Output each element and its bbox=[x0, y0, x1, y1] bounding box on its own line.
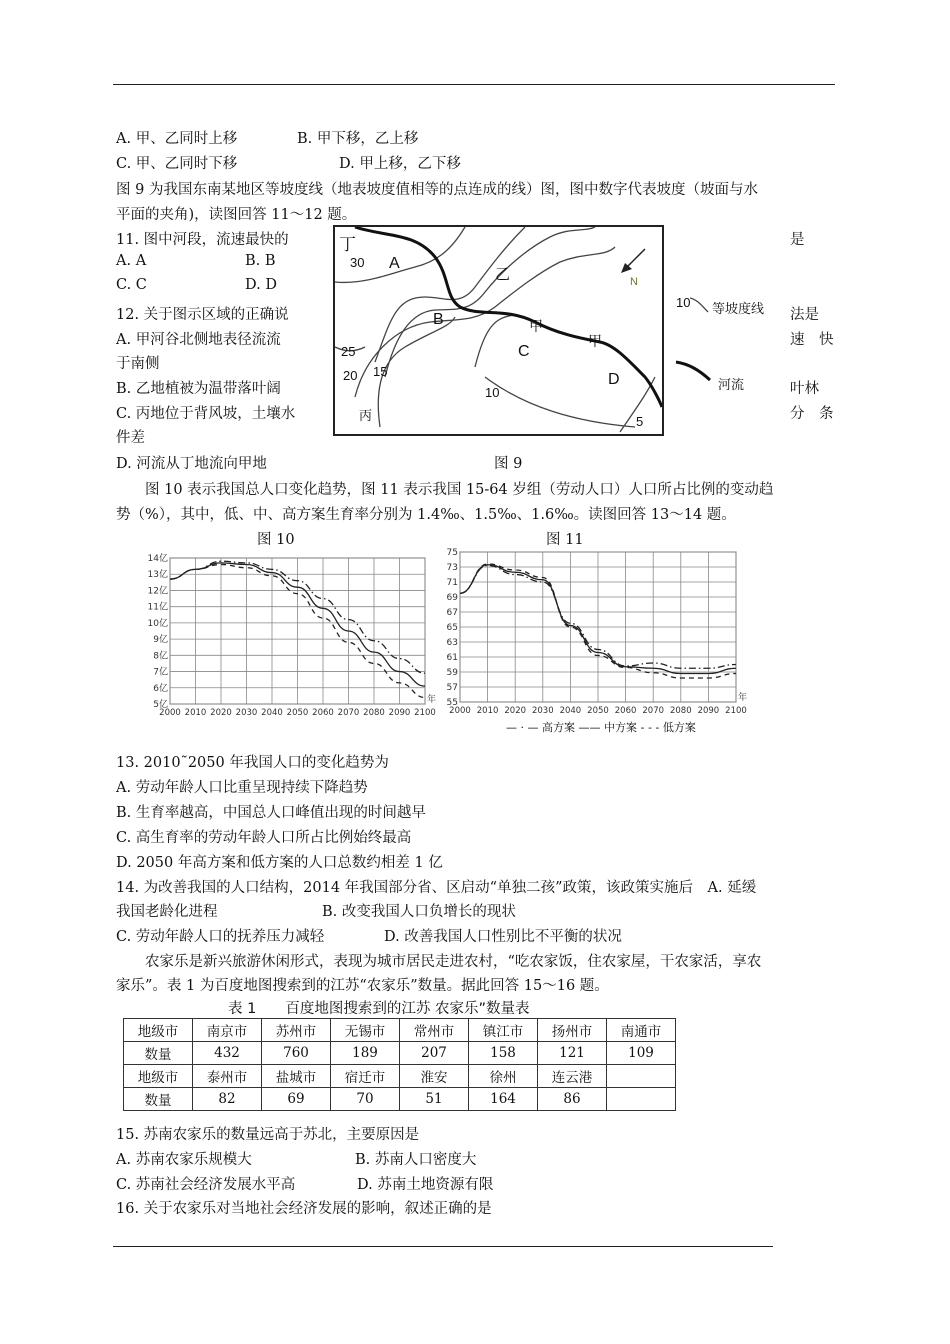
table-cell bbox=[607, 1065, 676, 1088]
q12-stem-end: 法是 bbox=[790, 307, 819, 323]
table-cell: 镇江市 bbox=[469, 1019, 538, 1042]
q15-stem: 15. 苏南农家乐的数量远高于苏北，主要原因是 bbox=[116, 1127, 420, 1143]
legend-contour-line bbox=[690, 296, 710, 314]
table-cell: 189 bbox=[331, 1042, 400, 1065]
y-tick-label: 14亿 bbox=[147, 554, 168, 564]
x-tick-label: 2070 bbox=[642, 706, 665, 716]
nongjiale-intro-line2: 家乐”。表 1 为百度地图搜索到的江苏“农家乐”数量。据此回答 15～16 题。 bbox=[116, 978, 609, 994]
y-tick-label: 59 bbox=[446, 668, 458, 678]
q12-option-a2: 于南侧 bbox=[116, 356, 160, 372]
x-tick-label: 2080 bbox=[669, 706, 692, 716]
table-header-cell: 数量 bbox=[124, 1088, 193, 1111]
x-axis-label: 年 bbox=[427, 695, 437, 705]
map-label-N: N bbox=[630, 276, 638, 288]
q14-option-a-cont: 我国老龄化进程 bbox=[116, 904, 218, 920]
y-tick-label: 13亿 bbox=[147, 570, 168, 581]
map-label-ding: 丁 bbox=[339, 235, 356, 255]
table-cell: 宿迁市 bbox=[331, 1065, 400, 1088]
q14-stem: 14. 为改善我国的人口结构，2014 年我国部分省、区启动“单独二孩”政策，该政策实施后 A. 延缓 bbox=[116, 880, 757, 896]
fig11-chart bbox=[440, 546, 750, 740]
q13-option-c: C. 高生育率的劳动年龄人口所占比例始终最高 bbox=[116, 830, 412, 846]
fig10-intro-line2: 势（%），其中，低、中、高方案生育率分别为 1.4‰、1.5‰、1.6‰。读图回答 13～14 题。 bbox=[116, 507, 736, 523]
y-tick-label: 9亿 bbox=[153, 635, 168, 646]
table-cell: 109 bbox=[607, 1042, 676, 1065]
legend-river-line bbox=[674, 360, 714, 382]
x-tick-label: 2060 bbox=[614, 706, 637, 716]
table-header-cell: 数量 bbox=[124, 1042, 193, 1065]
legend-contour-label: 等坡度线 bbox=[712, 302, 765, 317]
x-tick-label: 2040 bbox=[261, 708, 283, 718]
q12-stem: 12. 关于图示区域的正确说 bbox=[116, 307, 289, 323]
y-tick-label: 61 bbox=[446, 653, 458, 663]
q10-option-b: B. 甲下移，乙上移 bbox=[297, 131, 419, 147]
q11-option-d: D. D bbox=[245, 277, 277, 293]
q12-option-d1: D. 河流从丁地流向甲地 bbox=[116, 456, 267, 472]
x-tick-label: 2010 bbox=[184, 708, 207, 718]
fig11-legend bbox=[506, 719, 696, 735]
table-cell: 无锡市 bbox=[331, 1019, 400, 1042]
q11-option-a: A. A bbox=[116, 253, 147, 269]
table-cell: 常州市 bbox=[400, 1019, 469, 1042]
x-tick-label: 2080 bbox=[363, 708, 385, 718]
legend-low-icon: - - - bbox=[640, 721, 660, 734]
map-contour-25: 25 bbox=[341, 344, 356, 359]
q12-option-a1: A. 甲河谷北侧地表径流流 bbox=[116, 332, 281, 348]
q15-option-d: D. 苏南土地资源有限 bbox=[357, 1177, 494, 1193]
nongjiale-intro-line1: 农家乐是新兴旅游休闲形式，表现为城市居民走进农村，“吃农家饭，住农家屋，干农家活，享农 bbox=[145, 954, 762, 970]
x-tick-label: 2090 bbox=[697, 706, 720, 716]
map-label-yi: 乙 bbox=[495, 265, 511, 283]
fig9-intro-line2: 平面的夹角)，读图回答 11～12 题。 bbox=[116, 207, 357, 223]
x-tick-label: 2050 bbox=[587, 706, 609, 716]
x-tick-label: 2040 bbox=[559, 706, 582, 716]
q12-option-b-end: 叶林 bbox=[790, 381, 819, 397]
y-tick-label: 73 bbox=[446, 563, 458, 573]
y-tick-label: 10亿 bbox=[147, 618, 168, 629]
y-tick-label: 8亿 bbox=[153, 651, 168, 662]
table1-title: 表 1 百度地图搜索到的江苏 农家乐”数量表 bbox=[228, 1001, 530, 1017]
map-contour-5: 5 bbox=[636, 414, 644, 429]
x-tick-label: 2010 bbox=[476, 706, 499, 716]
q12-option-c-end: 分 条 bbox=[790, 406, 834, 422]
legend-low-label: 低方案 bbox=[662, 721, 696, 734]
header-rule bbox=[113, 84, 835, 85]
table-cell: 82 bbox=[193, 1088, 262, 1111]
table-row bbox=[124, 1019, 676, 1042]
fig10-intro-line1: 图 10 表示我国总人口变化趋势，图 11 表示我国 15-64 岁组（劳动人口）人口所占比例的变动趋 bbox=[145, 482, 774, 498]
legend-high-icon: — · — bbox=[506, 721, 539, 734]
map-contour-15: 15 bbox=[373, 364, 388, 379]
q13-option-d: D. 2050 年高方案和低方案的人口总数约相差 1 亿 bbox=[116, 855, 443, 871]
table-cell: 51 bbox=[400, 1088, 469, 1111]
table-row bbox=[124, 1088, 676, 1111]
q14-option-b: B. 改变我国人口负增长的现状 bbox=[322, 904, 516, 920]
footer-rule bbox=[113, 1246, 773, 1247]
q15-option-a: A. 苏南农家乐规模大 bbox=[116, 1152, 252, 1168]
table-cell: 扬州市 bbox=[538, 1019, 607, 1042]
map-label-bing: 丙 bbox=[359, 409, 373, 424]
q11-stem: 11. 图中河段，流速最快的 bbox=[116, 232, 289, 248]
q12-option-c1: C. 丙地位于背风坡，土壤水 bbox=[116, 406, 296, 422]
y-tick-label: 5亿 bbox=[153, 700, 168, 710]
x-tick-label: 2070 bbox=[337, 708, 360, 718]
x-tick-label: 2000 bbox=[449, 706, 471, 716]
q15-option-c: C. 苏南社会经济发展水平高 bbox=[116, 1177, 296, 1193]
map-contour-10: 10 bbox=[485, 385, 500, 400]
table-cell: 164 bbox=[469, 1088, 538, 1111]
x-axis-label: 年 bbox=[738, 693, 748, 703]
y-tick-label: 75 bbox=[446, 548, 458, 558]
y-tick-label: 7亿 bbox=[153, 667, 168, 678]
q13-stem: 13. 2010˜2050 年我国人口的变化趋势为 bbox=[116, 755, 389, 771]
table-cell: 连云港 bbox=[538, 1065, 607, 1088]
q10-option-c: C. 甲、乙同时下移 bbox=[116, 156, 238, 172]
map-label-jia1: 甲 bbox=[529, 319, 543, 335]
q12-option-c2: 件差 bbox=[116, 430, 145, 446]
q13-option-b: B. 生育率越高，中国总人口峰值出现的时间越早 bbox=[116, 805, 426, 821]
x-tick-label: 2020 bbox=[504, 706, 527, 716]
x-tick-label: 2020 bbox=[210, 708, 232, 718]
table-cell: 盐城市 bbox=[262, 1065, 331, 1088]
legend-high-label: 高方案 bbox=[542, 721, 575, 734]
legend-contour-value: 10 bbox=[676, 295, 691, 310]
q10-option-a: A. 甲、乙同时上移 bbox=[116, 131, 238, 147]
table-cell: 淮安 bbox=[400, 1065, 469, 1088]
map-contour-30: 30 bbox=[350, 255, 365, 270]
table-cell: 121 bbox=[538, 1042, 607, 1065]
table-row bbox=[124, 1042, 676, 1065]
y-tick-label: 69 bbox=[446, 593, 458, 603]
table-cell: 760 bbox=[262, 1042, 331, 1065]
q13-option-a: A. 劳动年龄人口比重呈现持续下降趋势 bbox=[116, 780, 368, 796]
legend-river-label: 河流 bbox=[718, 378, 745, 393]
q15-option-b: B. 苏南人口密度大 bbox=[355, 1152, 477, 1168]
y-tick-label: 63 bbox=[446, 638, 458, 648]
table-cell: 南京市 bbox=[193, 1019, 262, 1042]
q10-option-d: D. 甲上移，乙下移 bbox=[339, 156, 461, 172]
map-label-jia2: 甲 bbox=[588, 334, 602, 350]
q11-option-c: C. C bbox=[116, 277, 147, 293]
fig9-map-svg bbox=[335, 227, 662, 434]
q11-option-b: B. B bbox=[245, 253, 276, 269]
fig10-caption: 图 10 bbox=[257, 532, 295, 548]
x-tick-label: 2090 bbox=[388, 708, 411, 718]
fig9-map bbox=[333, 225, 664, 436]
legend-mid-label: 中方案 bbox=[604, 721, 637, 734]
y-tick-label: 11亿 bbox=[147, 602, 168, 613]
table-cell: 432 bbox=[193, 1042, 262, 1065]
table-header-cell: 地级市 bbox=[124, 1065, 193, 1088]
fig11-caption: 图 11 bbox=[546, 532, 584, 548]
y-tick-label: 12亿 bbox=[147, 586, 168, 597]
table-row bbox=[124, 1065, 676, 1088]
y-tick-label: 55 bbox=[446, 698, 458, 708]
table-cell: 70 bbox=[331, 1088, 400, 1111]
q11-stem-end: 是 bbox=[790, 232, 805, 248]
fig10-chart bbox=[140, 550, 440, 740]
map-label-B: B bbox=[433, 311, 444, 328]
y-tick-label: 71 bbox=[446, 578, 458, 588]
table-cell: 徐州 bbox=[469, 1065, 538, 1088]
y-tick-label: 6亿 bbox=[153, 683, 168, 694]
y-tick-label: 67 bbox=[446, 608, 458, 618]
fig9-caption: 图 9 bbox=[494, 456, 523, 472]
q16-stem: 16. 关于农家乐对当地社会经济发展的影响，叙述正确的是 bbox=[116, 1201, 492, 1217]
table-cell: 苏州市 bbox=[262, 1019, 331, 1042]
y-tick-label: 65 bbox=[446, 623, 458, 633]
map-label-C: C bbox=[518, 343, 530, 360]
x-tick-label: 2060 bbox=[312, 708, 334, 718]
q14-option-d: D. 改善我国人口性别比不平衡的状况 bbox=[384, 929, 622, 945]
table-cell: 南通市 bbox=[607, 1019, 676, 1042]
fig9-intro-line1: 图 9 为我国东南某地区等坡度线（地表坡度值相等的点连成的线）图，图中数字代表坡度（坡面与水 bbox=[116, 182, 758, 198]
q12-option-b1: B. 乙地植被为温带落叶阔 bbox=[116, 381, 281, 397]
x-tick-label: 2050 bbox=[286, 708, 309, 718]
y-tick-label: 57 bbox=[446, 683, 458, 693]
legend-mid-icon: —— bbox=[578, 721, 601, 734]
map-contour-20: 20 bbox=[343, 368, 358, 383]
x-tick-label: 2100 bbox=[414, 708, 436, 718]
table-cell: 207 bbox=[400, 1042, 469, 1065]
x-tick-label: 2000 bbox=[159, 708, 181, 718]
table-cell bbox=[607, 1088, 676, 1111]
table-header-cell: 地级市 bbox=[124, 1019, 193, 1042]
x-tick-label: 2100 bbox=[725, 706, 747, 716]
map-label-D: D bbox=[608, 371, 620, 388]
q12-option-a-end: 速 快 bbox=[790, 332, 834, 348]
table-cell: 158 bbox=[469, 1042, 538, 1065]
table-cell: 69 bbox=[262, 1088, 331, 1111]
table-cell: 86 bbox=[538, 1088, 607, 1111]
table1 bbox=[123, 1018, 676, 1111]
map-label-A: A bbox=[389, 255, 400, 272]
table-cell: 泰州市 bbox=[193, 1065, 262, 1088]
q14-option-c: C. 劳动年龄人口的抚养压力减轻 bbox=[116, 929, 325, 945]
x-tick-label: 2030 bbox=[531, 706, 554, 716]
x-tick-label: 2030 bbox=[235, 708, 258, 718]
